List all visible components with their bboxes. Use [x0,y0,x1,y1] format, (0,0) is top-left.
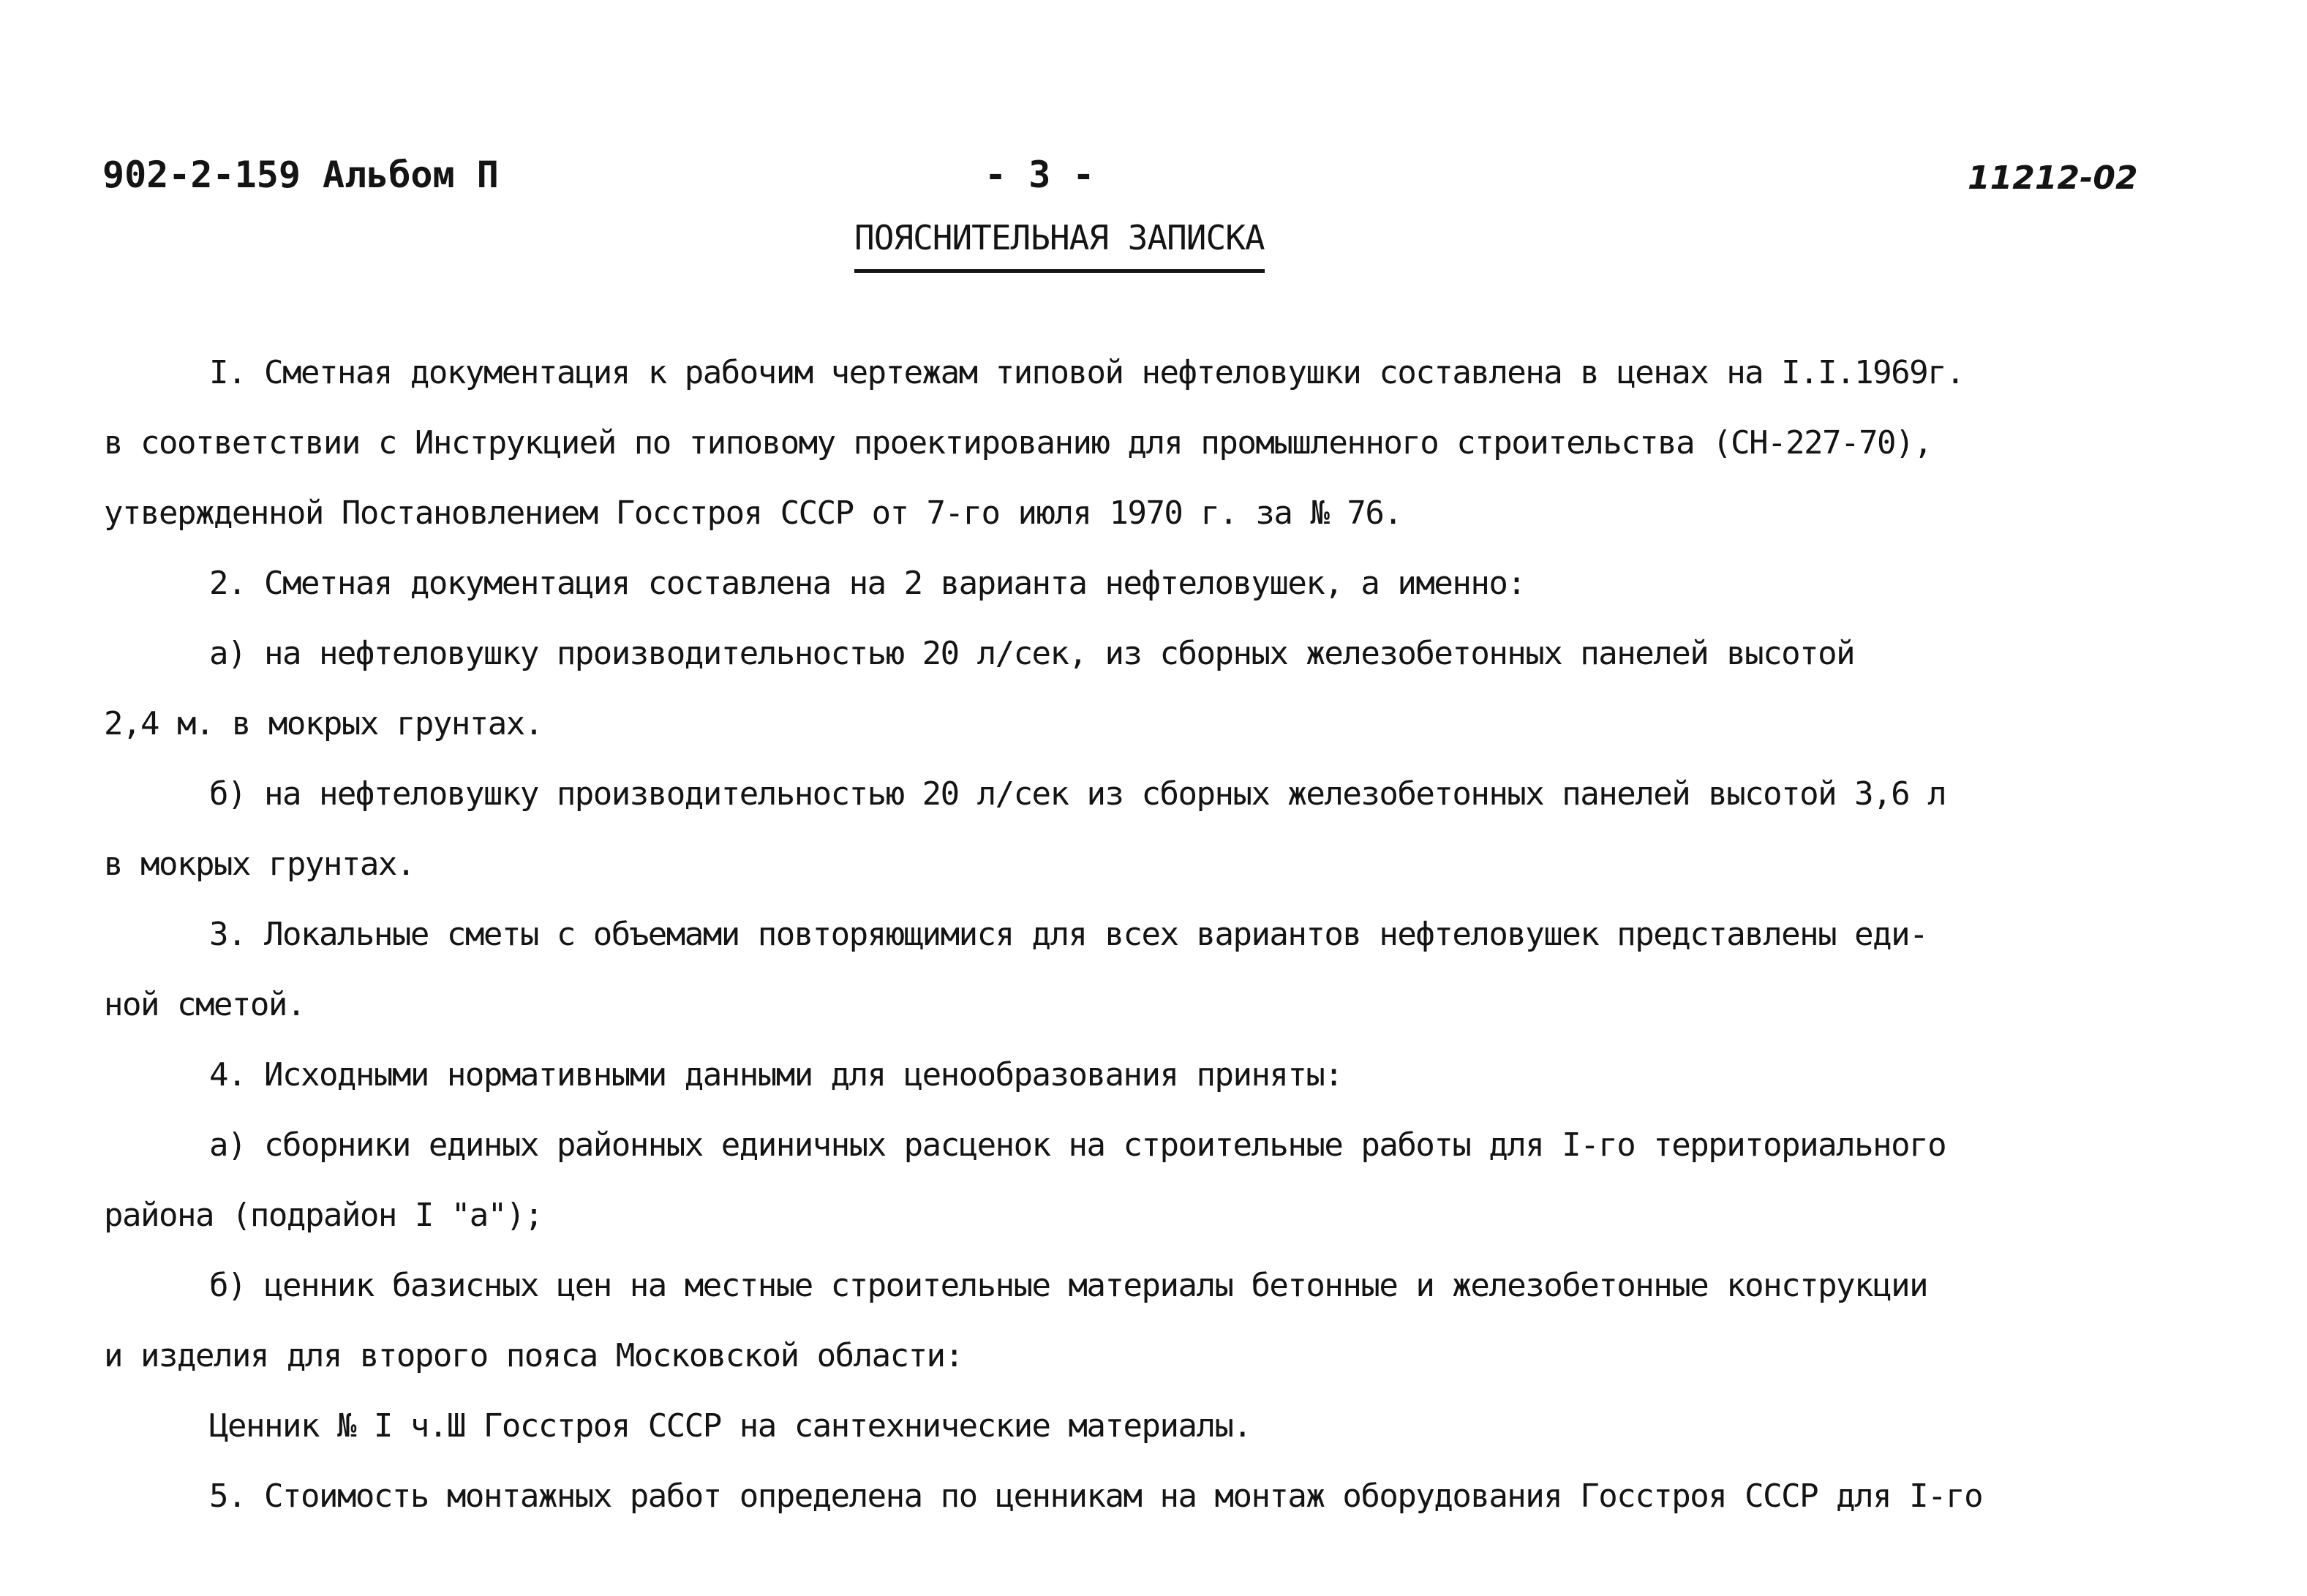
text-line-2: в соответствии с Инструкцией по типовому проектированию для промышленного строительства (СН-227-70), [104,424,1932,462]
page-title: ПОЯСНИТЕЛЬНАЯ ЗАПИСКА [854,221,1265,273]
text-line-14: б) ценник базисных цен на местные строительные материалы бетонные и железобетонные конструкции [209,1267,1928,1304]
text-line-6: 2,4 м. в мокрых грунтах. [104,705,543,742]
text-line-13: района (подрайон I "а"); [104,1197,543,1234]
text-line-3: утвержденной Постановлением Госстроя СССР от 7-го июля 1970 г. за № 76. [104,494,1402,532]
text-line-16: Ценник № I ч.Ш Госстроя СССР на сантехнические материалы. [209,1407,1252,1445]
text-line-12: а) сборники единых районных единичных расценок на строительные работы для I-го территориального [209,1126,1946,1164]
document-code: 902-2-159 Альбом П [102,154,499,196]
text-line-4: 2. Сметная документация составлена на 2 варианта нефтеловушек, а именно: [209,565,1526,602]
text-line-10: ной сметой. [104,986,305,1023]
text-line-17: 5. Стоимость монтажных работ определена по ценникам на монтаж оборудования Госстроя СССР для I-го [209,1478,1983,1515]
text-line-5: а) на нефтеловушку производительностью 20 л/сек, из сборных железобетонных панелей высотой [209,635,1855,672]
handwritten-number: 11212-02 [1968,159,2138,197]
text-line-11: 4. Исходными нормативными данными для ценообразования приняты: [209,1056,1343,1094]
text-line-9: 3. Локальные сметы с объемами повторяющимися для всех вариантов нефтеловушек представлены еди- [209,916,1928,953]
text-line-8: в мокрых грунтах. [104,846,415,883]
page-number: - 3 - [985,154,1095,196]
text-line-1: I. Сметная документация к рабочим чертежам типовой нефтеловушки составлена в ценах на I.I.1969г. [209,354,1965,391]
text-line-15: и изделия для второго пояса Московской области: [104,1337,963,1374]
text-line-7: б) на нефтеловушку производительностью 20 л/сек из сборных железобетонных панелей высотой 3,6 л [209,775,1946,813]
